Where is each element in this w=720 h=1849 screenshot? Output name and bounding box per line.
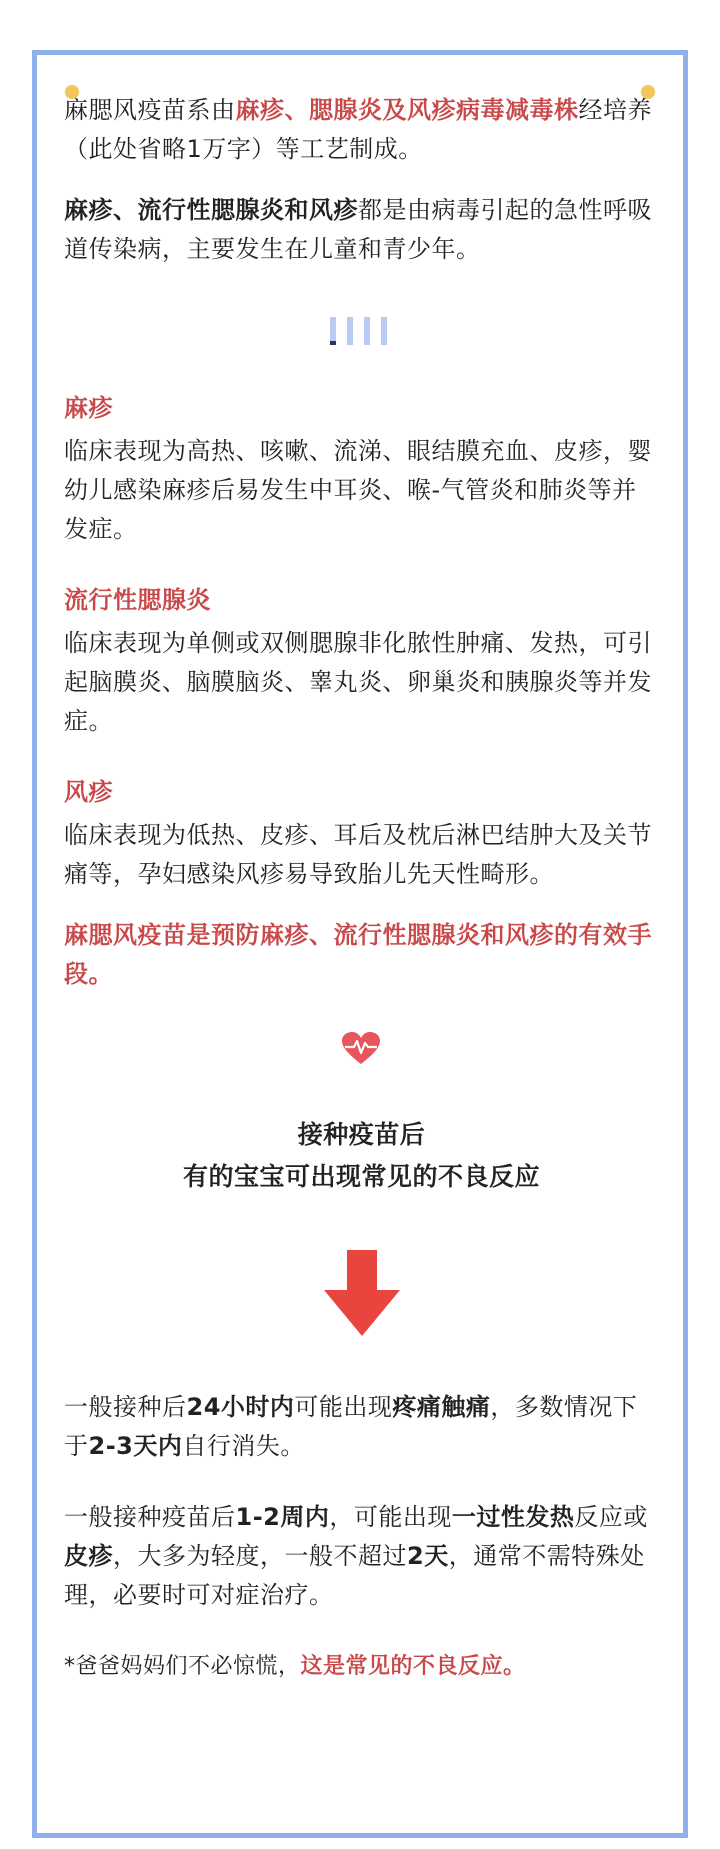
arrow-divider [64, 1198, 659, 1388]
intro-text-end: 经培养（此处省略1万字）等工艺制成。 [64, 96, 652, 163]
reaction2-text-2: ，可能出现 [329, 1503, 452, 1531]
reaction1-bold-2: 疼痛触痛 [392, 1393, 491, 1421]
reaction1-bold-3: 2-3天内 [88, 1432, 183, 1460]
reaction1-text-2: 可能出现 [294, 1393, 393, 1421]
reaction2-text-5: ，通常不需特殊处理，必要时可对症治疗。 [64, 1542, 645, 1609]
disease-desc-mumps: 临床表现为单侧或双侧腮腺非化脓性肿痛、发热，可引起脑膜炎、脑膜脑炎、睾丸炎、卵巢炎和胰腺炎等并发症。 [64, 629, 652, 735]
disease-title-mumps: 流行性腮腺炎 [64, 586, 211, 614]
down-arrow-icon [322, 1250, 402, 1338]
article-body [64, 91, 659, 1686]
content-frame [32, 50, 688, 1838]
intro-paragraph-1 [64, 91, 659, 169]
intro-paragraph-2 [64, 191, 659, 269]
section-divider [64, 269, 659, 389]
reaction2-text-3: 反应或 [574, 1503, 648, 1531]
summary-statement: 麻腮风疫苗是预防麻疹、流行性腮腺炎和风疹的有效手段。 [64, 921, 652, 988]
reaction2-bold-4: 2天 [407, 1542, 449, 1570]
footnote [64, 1647, 659, 1686]
footnote-text: *爸爸妈妈们不必惊慌， [64, 1654, 301, 1679]
reaction2-bold-3: 皮疹 [64, 1542, 113, 1570]
intro-highlight: 麻疹、腮腺炎及风疹病毒减毒株 [235, 96, 579, 124]
bars-divider-icon [330, 317, 387, 345]
footnote-highlight: 这是常见的不良反应。 [300, 1654, 526, 1679]
reaction1-text-4: 自行消失。 [182, 1432, 305, 1460]
heart-divider [64, 994, 659, 1114]
disease-title-rubella: 风疹 [64, 778, 113, 806]
reaction2-text-1: 一般接种疫苗后 [64, 1503, 236, 1531]
disease-desc-measles: 临床表现为高热、咳嗽、流涕、眼结膜充血、皮疹，婴幼儿感染麻疹后易发生中耳炎、喉-气管炎和肺炎等并发症。 [64, 437, 652, 543]
reaction-heading-line1: 接种疫苗后 [297, 1120, 426, 1149]
intro-text-2: 都是由病毒引起的急性呼吸道传染病，主要发生在儿童和青少年。 [64, 196, 652, 263]
intro-disease-names: 麻疹、流行性腮腺炎和风疹 [64, 196, 358, 224]
intro-text: 麻腮风疫苗系由 [64, 96, 236, 124]
heart-pulse-icon [342, 1032, 380, 1066]
reaction1-bold-1: 24小时内 [186, 1393, 295, 1421]
disease-desc-rubella: 临床表现为低热、皮疹、耳后及枕后淋巴结肿大及关节痛等，孕妇感染风疹易导致胎儿先天性畸形。 [64, 821, 652, 888]
reaction2-bold-2: 一过性发热 [451, 1503, 575, 1531]
reaction1-text-3: ，多数情况下于 [64, 1393, 638, 1460]
reaction-paragraph-2 [64, 1498, 659, 1615]
reaction-heading-line2: 有的宝宝可出现常见的不良反应 [182, 1162, 540, 1191]
reaction2-text-4: ，大多为轻度，一般不超过 [113, 1542, 407, 1570]
reaction1-text-1: 一般接种后 [64, 1393, 187, 1421]
reaction2-bold-1: 1-2周内 [235, 1503, 330, 1531]
disease-title-measles: 麻疹 [64, 394, 113, 422]
reaction-paragraph-1 [64, 1388, 659, 1466]
